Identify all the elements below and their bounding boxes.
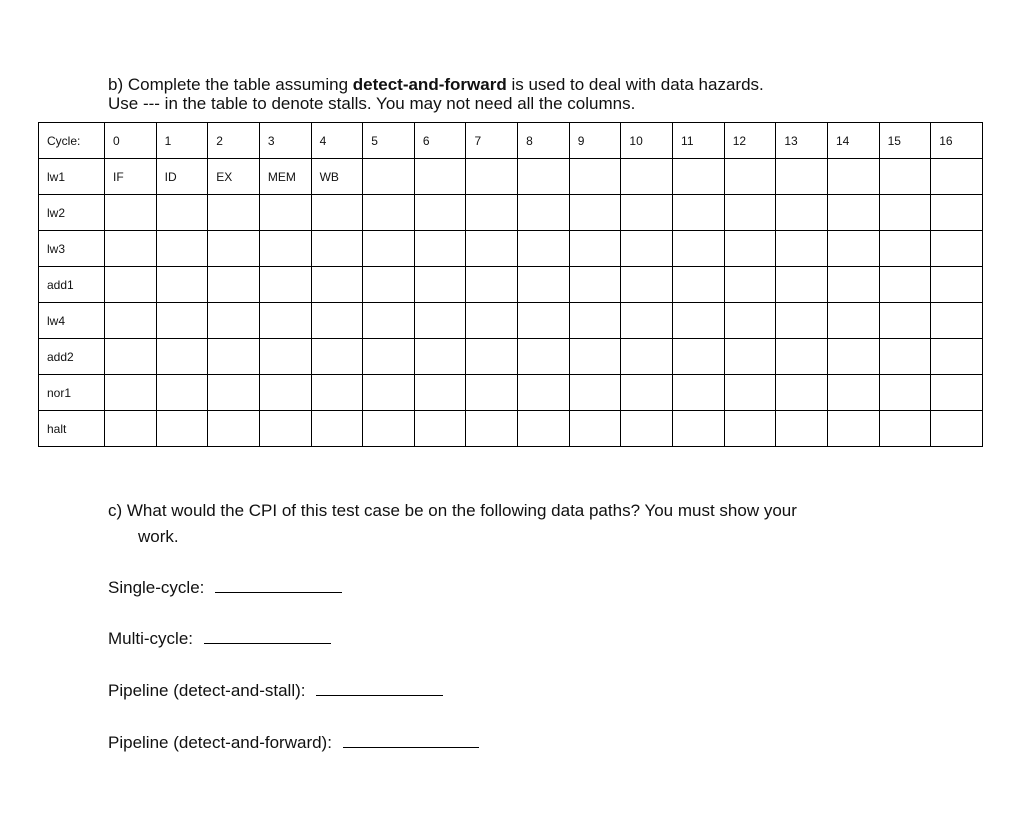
stage-cell[interactable] — [879, 195, 931, 231]
answer-multi-cycle — [108, 629, 331, 649]
answer-label: Single-cycle: — [108, 578, 210, 597]
stage-cell[interactable] — [156, 231, 208, 267]
cycle-header-label: Cycle: — [39, 123, 105, 159]
answer-blank[interactable] — [204, 629, 331, 644]
stage-cell[interactable] — [931, 267, 983, 303]
stage-cell[interactable] — [414, 231, 466, 267]
stage-cell[interactable] — [673, 267, 725, 303]
stage-cell[interactable] — [621, 231, 673, 267]
stage-cell[interactable] — [363, 267, 415, 303]
instruction-row — [39, 411, 983, 447]
stage-cell[interactable] — [156, 195, 208, 231]
stage-cell[interactable] — [466, 195, 518, 231]
stage-cell[interactable] — [931, 159, 983, 195]
stage-cell[interactable] — [518, 411, 570, 447]
answer-pipeline-stall — [108, 681, 443, 701]
stage-cell[interactable] — [208, 303, 260, 339]
stage-cell[interactable] — [414, 375, 466, 411]
stage-cell[interactable] — [311, 339, 363, 375]
cycle-number: 5 — [363, 123, 415, 159]
stage-cell[interactable] — [518, 159, 570, 195]
stage-cell[interactable] — [931, 411, 983, 447]
stage-cell[interactable] — [311, 375, 363, 411]
stage-cell[interactable] — [827, 195, 879, 231]
stage-cell[interactable] — [621, 375, 673, 411]
stage-cell[interactable] — [827, 303, 879, 339]
stage-cell[interactable] — [311, 303, 363, 339]
stage-cell[interactable] — [259, 339, 311, 375]
stage-cell[interactable] — [311, 231, 363, 267]
stage-cell[interactable] — [569, 339, 621, 375]
part-b-prefix: b) Complete the table assuming — [108, 75, 353, 94]
stage-cell[interactable] — [363, 303, 415, 339]
stage-cell[interactable] — [776, 411, 828, 447]
stage-cell[interactable] — [931, 231, 983, 267]
answer-label: Pipeline (detect-and-stall): — [108, 681, 311, 700]
answer-blank[interactable] — [215, 578, 342, 593]
stage-cell[interactable] — [414, 159, 466, 195]
instruction-row — [39, 267, 983, 303]
stage-cell[interactable] — [105, 231, 157, 267]
stage-cell[interactable] — [621, 411, 673, 447]
stage-cell[interactable] — [569, 231, 621, 267]
stage-cell[interactable] — [466, 159, 518, 195]
stage-cell[interactable] — [466, 411, 518, 447]
stage-cell[interactable] — [879, 375, 931, 411]
stage-cell[interactable] — [208, 267, 260, 303]
stage-cell[interactable] — [673, 303, 725, 339]
instruction-label: lw1 — [39, 159, 105, 195]
stage-cell[interactable] — [776, 159, 828, 195]
stage-cell[interactable]: MEM — [259, 159, 311, 195]
stage-cell[interactable] — [414, 339, 466, 375]
stage-cell[interactable] — [931, 339, 983, 375]
stage-cell[interactable] — [569, 303, 621, 339]
stage-cell[interactable] — [776, 339, 828, 375]
answer-blank[interactable] — [316, 681, 443, 696]
stage-cell[interactable] — [259, 303, 311, 339]
stage-cell[interactable] — [621, 159, 673, 195]
cycle-number: 12 — [724, 123, 776, 159]
stage-cell[interactable] — [363, 195, 415, 231]
stage-cell[interactable] — [827, 159, 879, 195]
stage-cell[interactable] — [776, 375, 828, 411]
stage-cell[interactable] — [724, 267, 776, 303]
stage-cell[interactable] — [363, 231, 415, 267]
stage-cell[interactable] — [259, 195, 311, 231]
stage-cell[interactable] — [621, 303, 673, 339]
stage-cell[interactable] — [673, 375, 725, 411]
cycle-number: 16 — [931, 123, 983, 159]
stage-cell[interactable] — [724, 195, 776, 231]
stage-cell[interactable] — [879, 303, 931, 339]
stage-cell[interactable] — [569, 375, 621, 411]
stage-cell[interactable] — [208, 231, 260, 267]
stage-cell[interactable] — [827, 375, 879, 411]
stage-cell[interactable] — [259, 231, 311, 267]
stage-cell[interactable] — [879, 339, 931, 375]
stage-cell[interactable] — [208, 195, 260, 231]
stage-cell[interactable] — [776, 303, 828, 339]
cycle-number: 6 — [414, 123, 466, 159]
stage-cell[interactable]: EX — [208, 159, 260, 195]
stage-cell[interactable]: ID — [156, 159, 208, 195]
stage-cell[interactable] — [621, 267, 673, 303]
instruction-row — [39, 303, 983, 339]
stage-cell[interactable] — [827, 411, 879, 447]
stage-cell[interactable] — [414, 411, 466, 447]
stage-cell[interactable] — [105, 303, 157, 339]
stage-cell[interactable] — [569, 267, 621, 303]
stage-cell[interactable] — [621, 195, 673, 231]
stage-cell[interactable] — [156, 339, 208, 375]
stage-cell[interactable] — [569, 159, 621, 195]
stage-cell[interactable] — [518, 231, 570, 267]
stage-cell[interactable] — [208, 339, 260, 375]
stage-cell[interactable] — [259, 411, 311, 447]
stage-cell[interactable]: WB — [311, 159, 363, 195]
stage-cell[interactable] — [466, 267, 518, 303]
stage-cell[interactable] — [776, 195, 828, 231]
cycle-number: 13 — [776, 123, 828, 159]
part-c-line2: work. — [138, 527, 179, 546]
cycle-header-row — [39, 123, 983, 159]
stage-cell[interactable] — [156, 267, 208, 303]
stage-cell[interactable] — [105, 375, 157, 411]
stage-cell[interactable] — [724, 339, 776, 375]
stage-cell[interactable] — [931, 303, 983, 339]
stage-cell[interactable] — [518, 375, 570, 411]
cycle-number: 9 — [569, 123, 621, 159]
stage-cell[interactable] — [363, 159, 415, 195]
stage-cell[interactable] — [466, 231, 518, 267]
stage-cell[interactable] — [518, 267, 570, 303]
stage-cell[interactable] — [105, 339, 157, 375]
instruction-label: add1 — [39, 267, 105, 303]
stage-cell[interactable] — [518, 195, 570, 231]
stage-cell[interactable] — [569, 195, 621, 231]
stage-cell[interactable] — [363, 411, 415, 447]
instruction-label: lw3 — [39, 231, 105, 267]
stage-cell[interactable] — [259, 267, 311, 303]
stage-cell[interactable] — [363, 339, 415, 375]
instruction-row — [39, 231, 983, 267]
stage-cell[interactable] — [156, 303, 208, 339]
answer-label: Multi-cycle: — [108, 629, 198, 648]
stage-cell[interactable] — [156, 375, 208, 411]
instruction-label: add2 — [39, 339, 105, 375]
stage-cell[interactable] — [673, 231, 725, 267]
stage-cell[interactable] — [466, 375, 518, 411]
cycle-number: 2 — [208, 123, 260, 159]
answer-single-cycle — [108, 578, 342, 598]
cycle-number: 3 — [259, 123, 311, 159]
instruction-row — [39, 159, 983, 195]
stage-cell[interactable] — [879, 159, 931, 195]
instruction-label: nor1 — [39, 375, 105, 411]
instruction-label: lw4 — [39, 303, 105, 339]
stage-cell[interactable] — [724, 303, 776, 339]
stage-cell[interactable]: IF — [105, 159, 157, 195]
stage-cell[interactable] — [827, 339, 879, 375]
stage-cell[interactable] — [414, 195, 466, 231]
pipeline-table — [38, 122, 983, 447]
stage-cell[interactable] — [414, 267, 466, 303]
stage-cell[interactable] — [156, 411, 208, 447]
cycle-number: 15 — [879, 123, 931, 159]
stage-cell[interactable] — [724, 231, 776, 267]
part-c-question — [108, 498, 797, 550]
answer-pipeline-forward — [108, 733, 479, 753]
stage-cell[interactable] — [673, 195, 725, 231]
answer-blank[interactable] — [343, 733, 479, 748]
stage-cell[interactable] — [569, 411, 621, 447]
stage-cell[interactable] — [208, 411, 260, 447]
stage-cell[interactable] — [311, 267, 363, 303]
stage-cell[interactable] — [879, 411, 931, 447]
stage-cell[interactable] — [724, 159, 776, 195]
cycle-number: 10 — [621, 123, 673, 159]
cycle-number: 11 — [673, 123, 725, 159]
stage-cell[interactable] — [105, 411, 157, 447]
answer-label: Pipeline (detect-and-forward): — [108, 733, 337, 752]
stage-cell[interactable] — [879, 231, 931, 267]
instruction-row — [39, 339, 983, 375]
part-b-instructions — [108, 75, 764, 113]
part-b-suffix: is used to deal with data hazards. — [506, 75, 764, 94]
cycle-number: 7 — [466, 123, 518, 159]
cycle-number: 14 — [827, 123, 879, 159]
instruction-label: lw2 — [39, 195, 105, 231]
stage-cell[interactable] — [931, 375, 983, 411]
stage-cell[interactable] — [673, 339, 725, 375]
stage-cell[interactable] — [208, 375, 260, 411]
stage-cell[interactable] — [414, 303, 466, 339]
stage-cell[interactable] — [776, 231, 828, 267]
part-c-line1: c) What would the CPI of this test case be on the following data paths? You must show your — [108, 501, 797, 520]
part-b-bold-term: detect-and-forward — [352, 75, 507, 94]
stage-cell[interactable] — [259, 375, 311, 411]
stage-cell[interactable] — [827, 267, 879, 303]
stage-cell[interactable] — [105, 267, 157, 303]
stage-cell[interactable] — [518, 339, 570, 375]
stage-cell[interactable] — [466, 303, 518, 339]
stage-cell[interactable] — [827, 231, 879, 267]
stage-cell[interactable] — [311, 411, 363, 447]
stage-cell[interactable] — [518, 303, 570, 339]
stage-cell[interactable] — [879, 267, 931, 303]
stage-cell[interactable] — [776, 267, 828, 303]
stage-cell[interactable] — [311, 195, 363, 231]
stage-cell[interactable] — [363, 375, 415, 411]
stage-cell[interactable] — [673, 411, 725, 447]
part-b-line2: Use --- in the table to denote stalls. You may not need all the columns. — [108, 94, 636, 113]
stage-cell[interactable] — [724, 411, 776, 447]
stage-cell[interactable] — [105, 195, 157, 231]
stage-cell[interactable] — [673, 159, 725, 195]
part-b-line1 — [108, 75, 764, 94]
instruction-row — [39, 195, 983, 231]
cycle-number: 8 — [518, 123, 570, 159]
cycle-number: 1 — [156, 123, 208, 159]
stage-cell[interactable] — [931, 195, 983, 231]
stage-cell[interactable] — [724, 375, 776, 411]
stage-cell[interactable] — [466, 339, 518, 375]
instruction-label: halt — [39, 411, 105, 447]
stage-cell[interactable] — [621, 339, 673, 375]
instruction-row — [39, 375, 983, 411]
cycle-number: 0 — [105, 123, 157, 159]
cycle-number: 4 — [311, 123, 363, 159]
